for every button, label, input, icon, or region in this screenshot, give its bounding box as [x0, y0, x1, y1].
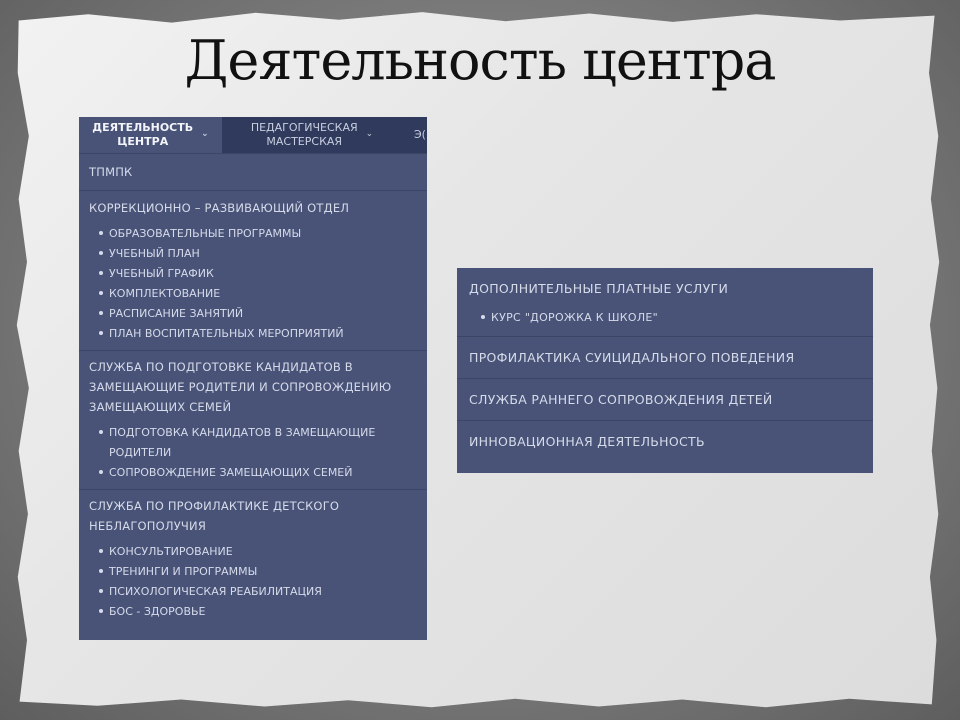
menu-item[interactable]: ТРЕНИНГИ И ПРОГРАММЫ: [89, 562, 417, 582]
tab-label: Э(: [414, 128, 426, 142]
row-title: СЛУЖБА РАННЕГО СОПРОВОЖДЕНИЯ ДЕТЕЙ: [469, 392, 773, 407]
row-title[interactable]: ДОПОЛНИТЕЛЬНЫЕ ПЛАТНЫЕ УСЛУГИ: [469, 281, 729, 296]
menu-item[interactable]: КОМПЛЕКТОВАНИЕ: [89, 284, 417, 304]
menu-item[interactable]: БОС - ЗДОРОВЬЕ: [89, 602, 417, 622]
activity-dropdown-menu: [79, 117, 427, 640]
bullet-icon: [99, 251, 103, 255]
menu-item[interactable]: РАСПИСАНИЕ ЗАНЯТИЙ: [89, 304, 417, 324]
bullet-icon: [99, 569, 103, 573]
section-title[interactable]: СЛУЖБА ПО ПРОФИЛАКТИКЕ ДЕТСКОГО НЕБЛАГОПОЛУЧИЯ: [89, 499, 340, 533]
menu-section-prevention: [79, 489, 427, 628]
bullet-icon: [99, 291, 103, 295]
section-title[interactable]: СЛУЖБА ПО ПОДГОТОВКЕ КАНДИДАТОВ В ЗАМЕЩАЮЩИЕ РОДИТЕЛИ И СОПРОВОЖДЕНИЮ ЗАМЕЩАЮЩИХ СЕМЕЙ: [89, 360, 392, 414]
menu-tab-bar: [79, 117, 427, 153]
bullet-icon: [99, 430, 103, 434]
row-title: ПРОФИЛАКТИКА СУИЦИДАЛЬНОГО ПОВЕДЕНИЯ: [469, 350, 795, 365]
tab-label-line2: ЦЕНТРА: [117, 135, 169, 148]
menu-item[interactable]: ПЛАН ВОСПИТАТЕЛЬНЫХ МЕРОПРИЯТИЙ: [89, 324, 417, 344]
additional-services-panel: [457, 268, 873, 473]
panel-row-early-support[interactable]: [457, 378, 873, 420]
menu-item[interactable]: СОПРОВОЖДЕНИЕ ЗАМЕЩАЮЩИХ СЕМЕЙ: [89, 463, 417, 483]
tab-center-activity[interactable]: [79, 117, 222, 153]
slide-title: Деятельность центра: [184, 29, 776, 92]
bullet-icon: [99, 311, 103, 315]
bullet-icon: [99, 470, 103, 474]
menu-section-foster-parents: [79, 350, 427, 489]
section-title[interactable]: ТПМПК: [89, 165, 133, 179]
tab-label-line1: ДЕЯТЕЛЬНОСТЬ: [92, 121, 194, 135]
bullet-icon: [99, 331, 103, 335]
tab-label-line1: ПЕДАГОГИЧЕСКАЯ: [250, 121, 358, 135]
menu-section-correction: [79, 190, 427, 350]
bullet-icon: [99, 589, 103, 593]
panel-row-paid-services: [457, 268, 873, 336]
row-title: ИННОВАЦИОННАЯ ДЕЯТЕЛЬНОСТЬ: [469, 434, 705, 449]
tab-label-line2: МАСТЕРСКАЯ: [266, 135, 343, 148]
menu-item[interactable]: УЧЕБНЫЙ ПЛАН: [89, 244, 417, 264]
chevron-down-icon: ⌄: [365, 129, 374, 140]
section-title[interactable]: КОРРЕКЦИОННО – РАЗВИВАЮЩИЙ ОТДЕЛ: [89, 201, 350, 215]
bullet-icon: [99, 231, 103, 235]
chevron-down-icon: ⌄: [201, 129, 209, 140]
bullet-icon: [481, 315, 485, 319]
menu-item[interactable]: ОБРАЗОВАТЕЛЬНЫЕ ПРОГРАММЫ: [89, 224, 417, 244]
menu-item[interactable]: КУРС "ДОРОЖКА К ШКОЛЕ": [469, 308, 861, 328]
menu-item[interactable]: ПОДГОТОВКА КАНДИДАТОВ В ЗАМЕЩАЮЩИЕ РОДИТЕЛИ: [89, 423, 417, 463]
bullet-icon: [99, 609, 103, 613]
tab-pedagogical-workshop[interactable]: [222, 117, 402, 153]
bullet-icon: [99, 549, 103, 553]
menu-section-tpmpk[interactable]: [79, 153, 427, 190]
menu-item[interactable]: ПСИХОЛОГИЧЕСКАЯ РЕАБИЛИТАЦИЯ: [89, 582, 417, 602]
tab-truncated[interactable]: [402, 117, 427, 153]
panel-row-innovation[interactable]: [457, 420, 873, 462]
menu-item[interactable]: КОНСУЛЬТИРОВАНИЕ: [89, 542, 417, 562]
menu-item[interactable]: УЧЕБНЫЙ ГРАФИК: [89, 264, 417, 284]
bullet-icon: [99, 271, 103, 275]
panel-row-suicide-prevention[interactable]: [457, 336, 873, 378]
